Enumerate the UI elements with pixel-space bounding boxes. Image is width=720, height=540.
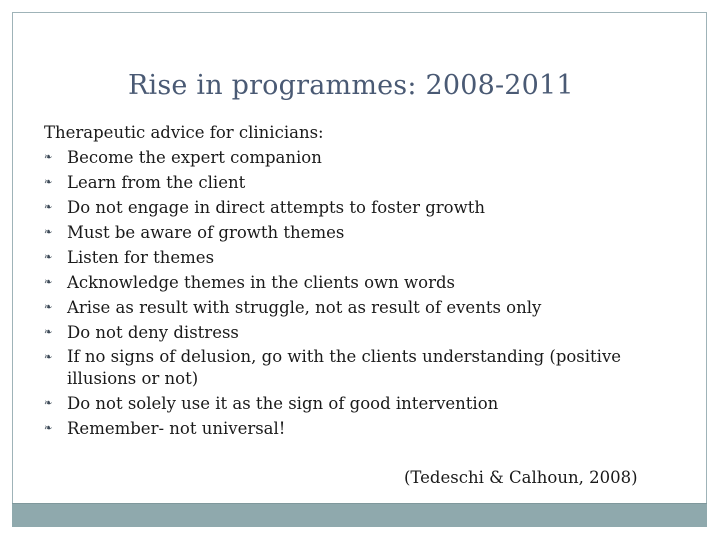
footer-bar xyxy=(12,503,707,527)
ornamental-bullet-icon: ❧ xyxy=(44,252,53,263)
bullet-item xyxy=(44,195,684,220)
bullet-text: Acknowledge themes in the clients own words xyxy=(67,273,456,292)
bullet-item xyxy=(44,295,684,320)
bullet-text: Do not engage in direct attempts to foster growth xyxy=(67,198,485,217)
ornamental-bullet-icon: ❧ xyxy=(44,423,53,434)
bullet-text: Must be aware of growth themes xyxy=(67,223,345,242)
slide-subtitle: Therapeutic advice for clinicians: xyxy=(44,123,324,142)
bullet-item xyxy=(44,270,684,295)
bullet-item xyxy=(44,320,684,345)
bullet-item xyxy=(44,220,684,245)
bullet-text: Remember- not universal! xyxy=(67,419,286,438)
bullet-text: Listen for themes xyxy=(67,248,215,267)
ornamental-bullet-icon: ❧ xyxy=(44,352,53,363)
ornamental-bullet-icon: ❧ xyxy=(44,398,53,409)
ornamental-bullet-icon: ❧ xyxy=(44,177,53,188)
ornamental-bullet-icon: ❧ xyxy=(44,327,53,338)
bullet-item xyxy=(44,416,684,441)
ornamental-bullet-icon: ❧ xyxy=(44,277,53,288)
bullet-text: Do not solely use it as the sign of good intervention xyxy=(67,394,499,413)
bullet-item xyxy=(44,245,684,270)
ornamental-bullet-icon: ❧ xyxy=(44,227,53,238)
bullet-list xyxy=(44,145,684,441)
bullet-text: Arise as result with struggle, not as result of events only xyxy=(67,298,542,317)
slide-content xyxy=(44,120,684,441)
bullet-text: Do not deny distress xyxy=(67,323,239,342)
bullet-text: Learn from the client xyxy=(67,173,246,192)
ornamental-bullet-icon: ❧ xyxy=(44,202,53,213)
bullet-item xyxy=(44,345,684,391)
bullet-text: Become the expert companion xyxy=(67,148,322,167)
citation: (Tedeschi & Calhoun, 2008) xyxy=(404,468,638,487)
bullet-item xyxy=(44,170,684,195)
bullet-text: If no signs of delusion, go with the clients understanding (positive illusions or not) xyxy=(67,347,622,388)
slide-title: Rise in programmes: 2008-2011 xyxy=(128,70,574,101)
ornamental-bullet-icon: ❧ xyxy=(44,302,53,313)
bullet-item xyxy=(44,391,684,416)
bullet-item xyxy=(44,145,684,170)
ornamental-bullet-icon: ❧ xyxy=(44,152,53,163)
